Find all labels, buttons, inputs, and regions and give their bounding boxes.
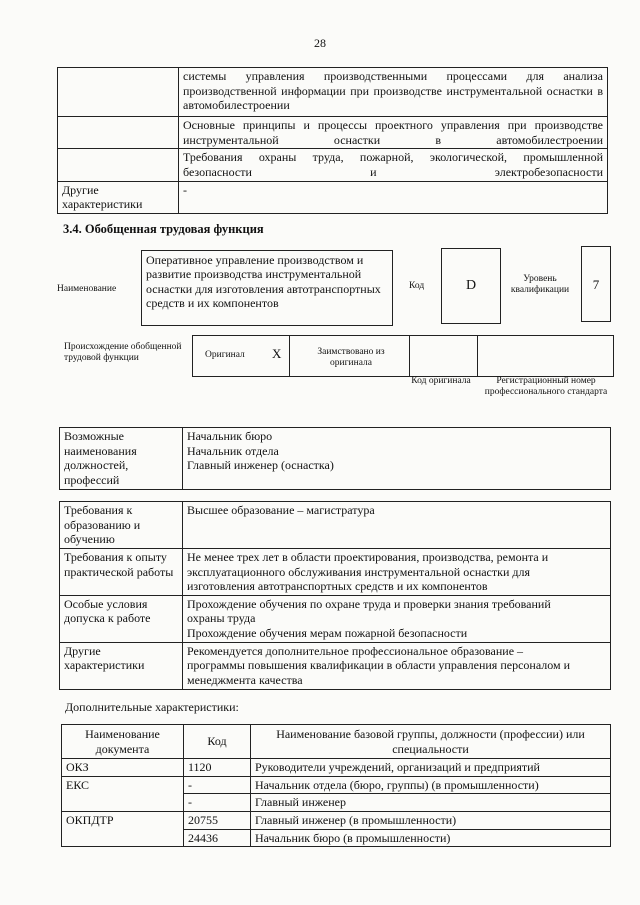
table-row [60, 595, 611, 642]
text-line: программы повышения квалификации в области управления персоналом и [187, 658, 571, 673]
table-row [58, 117, 608, 149]
table-cell: Требования к образованию и обучению [60, 502, 183, 549]
text-line: менеджмента качества [187, 672, 303, 687]
table-cell [58, 117, 179, 149]
origin-borrowed-label: Заимствовано из оригинала [317, 347, 385, 369]
table-cell: Начальник отдела (бюро, группы) (в промышленности) [251, 776, 611, 794]
table-row [62, 759, 611, 777]
header-name: Наименование базовой группы, должности (профессии) или специальности [251, 725, 611, 759]
header-code: Код [184, 725, 251, 759]
text-line: Рекомендуется дополнительное профессиональное образование – [187, 643, 524, 658]
otf-level-value: 7 [592, 277, 600, 292]
table-cell: 24436 [184, 829, 251, 847]
table-cell: Требования к опыту практической работы [60, 548, 183, 595]
table-cell: ОКЗ [62, 759, 184, 777]
otf-name-box [141, 250, 393, 326]
top-table [57, 67, 608, 214]
list-item: Начальник бюро [187, 429, 273, 443]
positions-label: Возможные наименования должностей, профессий [60, 428, 183, 490]
table-cell: Главный инженер [251, 794, 611, 812]
table-cell: ЕКС [62, 776, 184, 811]
otf-level-label: Уровень квалификации [510, 274, 570, 296]
origin-original-mark: X [272, 346, 282, 361]
table-cell [183, 595, 611, 642]
table-cell: - [184, 776, 251, 794]
text-line: изготовления автотранспортных средств и их компонентов [187, 579, 488, 594]
table-row [62, 776, 611, 794]
text-line: Не менее трех лет в области проектирования, производства, ремонта и [187, 549, 549, 564]
table-cell: Другие характеристики [60, 642, 183, 689]
positions-values [183, 428, 611, 490]
otf-level-box [581, 246, 611, 322]
text-line: Прохождение обучения по охране труда и проверки знания требований [187, 596, 551, 611]
origin-table [192, 335, 614, 377]
table-header-row [62, 725, 611, 759]
otf-name-value: Оперативное управление производством и развитие производства инструментальной оснастки для изготовления автотранспортных средств и их компонентов [146, 253, 381, 311]
origin-original-label: Оригинал [205, 350, 245, 360]
list-item: Главный инженер (оснастка) [187, 458, 334, 473]
table-cell [58, 149, 179, 181]
table-cell [183, 502, 611, 549]
positions-table [59, 427, 611, 490]
origin-code-caption: Код оригинала [411, 376, 471, 386]
table-cell: Руководители учреждений, организаций и предприятий [251, 759, 611, 777]
table-cell: 1120 [184, 759, 251, 777]
text-line: эксплуатационного обслуживания инструментальной оснастки для [187, 564, 530, 579]
table-cell: 20755 [184, 811, 251, 829]
otf-name-label: Наименование [57, 284, 117, 294]
table-row [60, 502, 611, 549]
text-line: Прохождение обучения мерам пожарной безопасности [187, 626, 468, 640]
table-cell: - [184, 794, 251, 812]
table-cell [183, 548, 611, 595]
table-cell: системы управления производственными процессами для анализа производственной информации при производстве инструментальной оснастки в автомобилестроении [179, 68, 608, 117]
otf-code-label: Код [409, 281, 425, 291]
origin-label: Происхождение обобщенной трудовой функции [64, 342, 182, 364]
table-row [60, 428, 611, 490]
table-row [62, 811, 611, 829]
otf-code-box [441, 248, 501, 324]
header-doc: Наименование документа [62, 725, 184, 759]
section-title: 3.4. Обобщенная трудовая функция [63, 222, 264, 236]
additional-table [61, 724, 611, 847]
table-cell: ОКПДТР [62, 811, 184, 846]
origin-reg-caption: Регистрационный номер профессионального стандарта [484, 376, 608, 398]
text-line: охраны труда [187, 611, 256, 626]
table-cell: Начальник бюро (в промышленности) [251, 829, 611, 847]
table-row [58, 149, 608, 181]
otf-code-value: D [465, 278, 477, 293]
text-line: Высшее образование – магистратура [187, 503, 375, 517]
list-item: Начальник отдела [187, 443, 279, 458]
additional-title: Дополнительные характеристики: [65, 700, 239, 714]
table-cell: Основные принципы и процессы проектного управления при производстве инструментальной оснастки в автомобилестроении [179, 117, 608, 149]
table-row [60, 642, 611, 689]
table-cell [58, 68, 179, 117]
page-number: 28 [314, 36, 326, 50]
requirements-table [59, 501, 611, 690]
table-cell: Другие характеристики [58, 181, 179, 213]
table-cell: Требования охраны труда, пожарной, экологической, промышленной безопасности и электробезопасности [179, 149, 608, 181]
table-row [58, 68, 608, 117]
table-cell: Главный инженер (в промышленности) [251, 811, 611, 829]
table-row [58, 181, 608, 213]
table-cell: Особые условия допуска к работе [60, 595, 183, 642]
table-cell [183, 642, 611, 689]
table-cell: - [179, 181, 608, 213]
table-row [60, 548, 611, 595]
